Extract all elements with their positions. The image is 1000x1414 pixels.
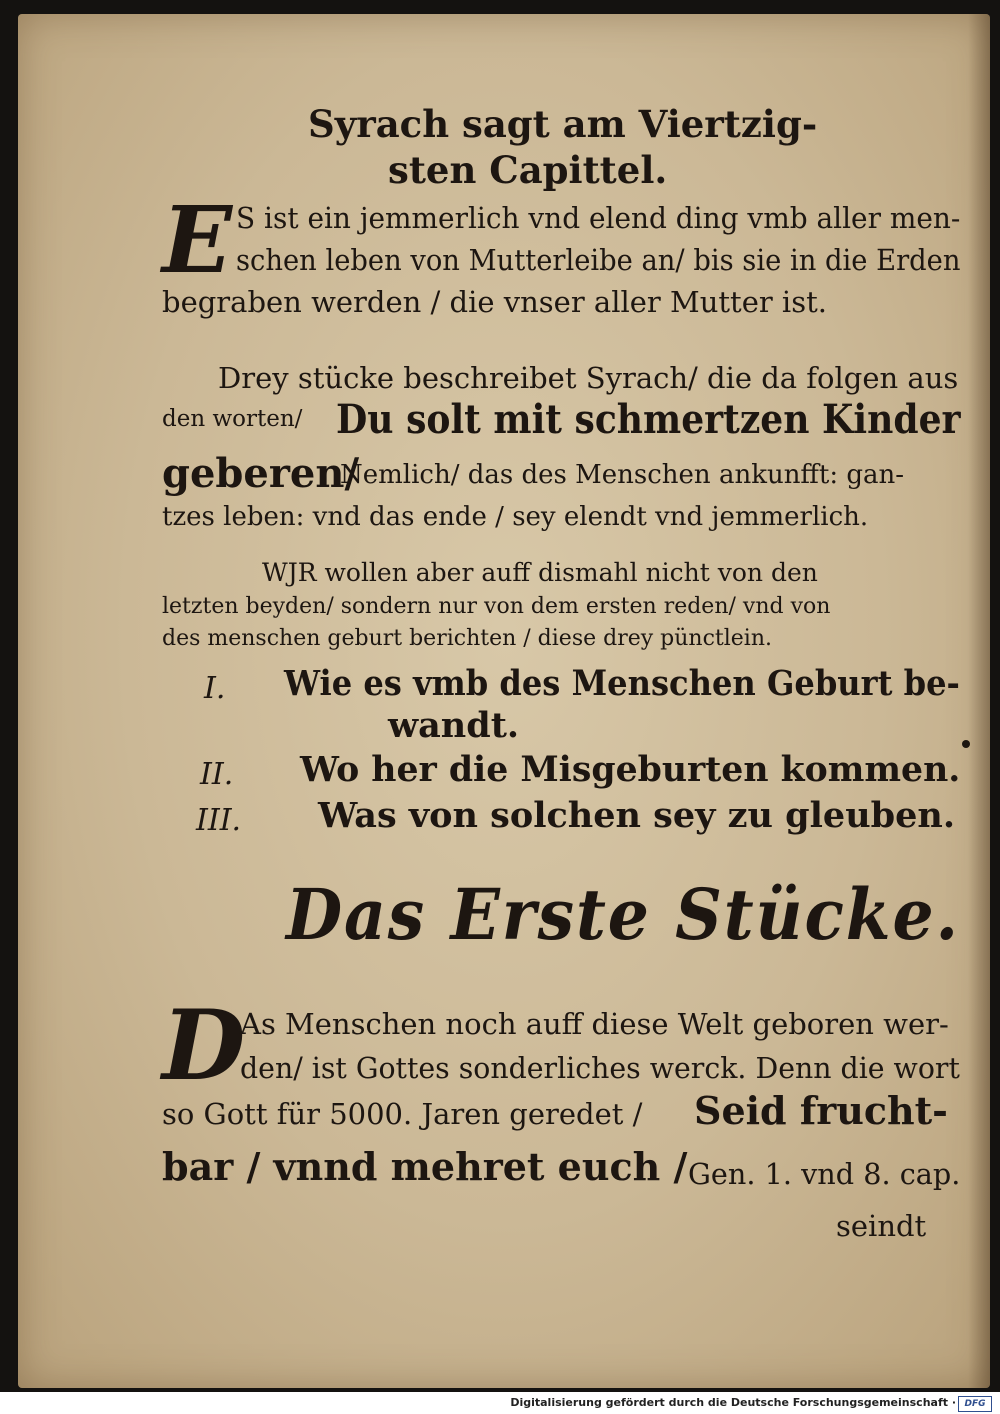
para4-line-4b: Gen. 1. vnd 8. cap.: [688, 1157, 961, 1191]
point-1-numeral: I.: [204, 671, 226, 706]
para3-line-1: WJR wollen aber auff dismahl nicht von den: [262, 558, 818, 587]
dropcap-e: E: [162, 186, 233, 294]
para3-line-2: letzten beyden/ sondern nur von dem ersten reden/ vnd von: [162, 594, 831, 619]
title-line-1: Syrach sagt am Viertzig-: [308, 102, 818, 146]
para4-line-2: den/ ist Gottes sonderliches werck. Denn die wort: [240, 1051, 960, 1085]
point-3-numeral: III.: [196, 803, 242, 838]
point-2-numeral: II.: [200, 757, 234, 792]
point-2-text: Wo her die Misgeburten kommen.: [300, 749, 961, 790]
funding-notice: Digitalisierung gefördert durch die Deutsche Forschungsgemeinschaft ·: [510, 1396, 956, 1409]
para2-line-3-rest: Nemlich/ das des Menschen ankunfft: gan-: [340, 460, 905, 490]
para4-line-1: As Menschen noch auff diese Welt geboren wer-: [240, 1007, 949, 1041]
para1-line-2: schen leben von Mutterleibe an/ bis sie in die Erden: [236, 243, 961, 277]
para4-line-4a: bar / vnnd mehret euch /: [162, 1144, 688, 1189]
section-heading: Das Erste Stücke.: [286, 873, 960, 956]
para2-line-4: tzes leben: vnd das ende / sey elendt vnd jemmerlich.: [162, 502, 869, 532]
para2-line-2-small: den worten/: [162, 406, 303, 432]
book-page: [18, 14, 990, 1388]
title-line-2: sten Capittel.: [388, 148, 668, 192]
ink-dot: [962, 740, 970, 748]
para4-line-3b: Seid frucht-: [694, 1088, 948, 1133]
para2-line-2-large: Du solt mit schmertzen Kinder: [336, 396, 961, 443]
para2-line-1: Drey stücke beschreibet Syrach/ die da folgen aus: [218, 361, 959, 395]
para2-line-3-large: geberen/: [162, 450, 360, 497]
point-1-continuation: wandt.: [388, 705, 520, 746]
dropcap-d: D: [162, 989, 246, 1102]
point-1-text: Wie es vmb des Menschen Geburt be-: [284, 663, 960, 704]
footer-bar: [0, 1392, 1000, 1414]
para4-line-3a: so Gott für 5000. Jaren geredet /: [162, 1097, 643, 1131]
para1-line-3: begraben werden / die vnser aller Mutter ist.: [162, 285, 827, 319]
catchword: seindt: [836, 1209, 927, 1243]
page-gutter-shadow: [968, 14, 990, 1388]
para3-line-3: des menschen geburt berichten / diese drey pünctlein.: [162, 626, 772, 651]
point-3-text: Was von solchen sey zu gleuben.: [318, 795, 956, 836]
dfg-logo-icon[interactable]: DFG: [958, 1396, 992, 1412]
para1-line-1: S ist ein jemmerlich vnd elend ding vmb aller men-: [236, 201, 961, 235]
